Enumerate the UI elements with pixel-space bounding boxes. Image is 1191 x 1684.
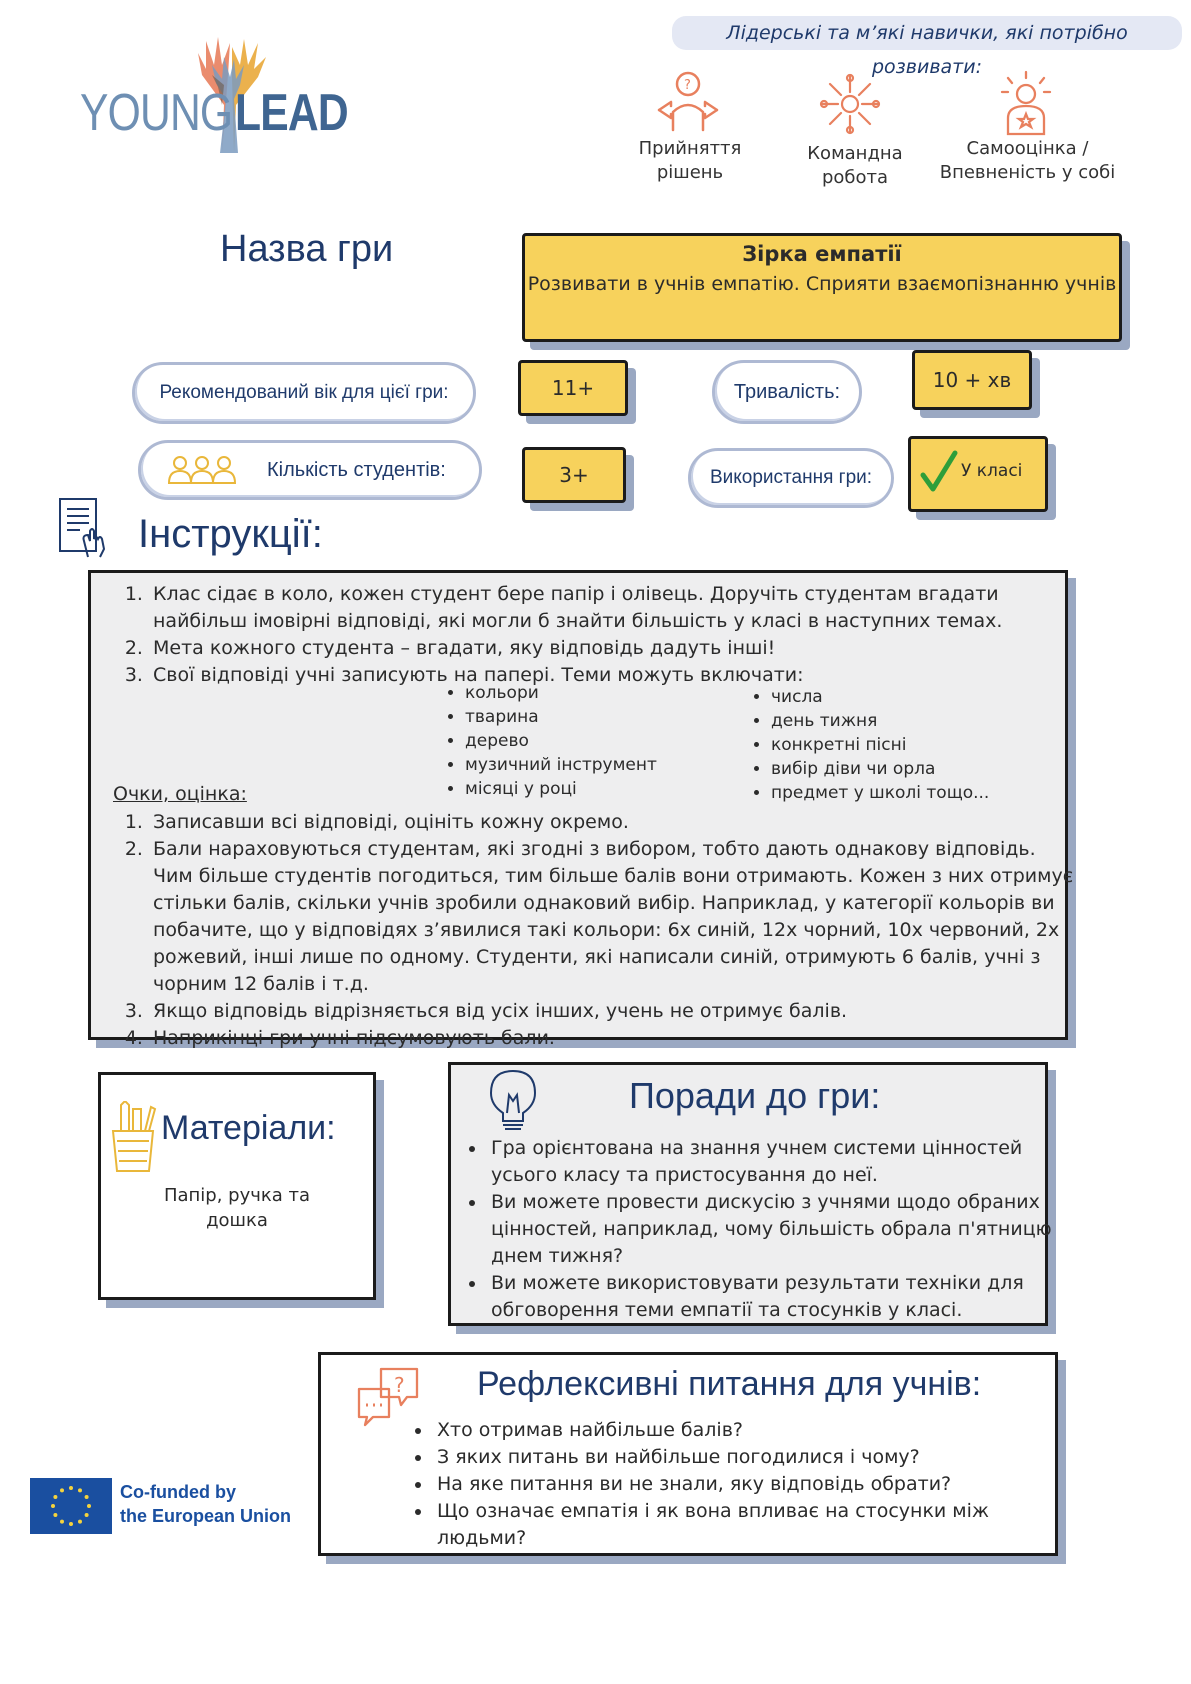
topic-item: • предмет у школі тощо... [771, 781, 989, 805]
game-title: Зірка емпатії [742, 242, 902, 266]
self-esteem-icon [998, 70, 1054, 136]
duration-value: 10 + хв [912, 350, 1032, 410]
game-title-box [522, 233, 1122, 342]
usage-label: Використання гри: [688, 448, 894, 508]
document-hand-icon [58, 497, 108, 559]
eu-flag-icon [30, 1478, 112, 1534]
tip-item: • Ви можете провести дискусію з учнями щодо обраних цінностей, наприклад, чому більшість обрала п'ятницю днем тижня? [487, 1189, 1075, 1270]
skill-self-esteem: Самооцінка / Впевненість у собі [939, 138, 1116, 183]
topic-item: • числа [771, 685, 989, 709]
topic-item: • конкретні пісні [771, 733, 989, 757]
topic-item: • тварина [465, 705, 657, 729]
logo-lead: LEAD [235, 84, 348, 142]
scoring-title: Очки, оцінка: [113, 783, 247, 805]
young-lead-logo [80, 35, 360, 155]
teamwork-icon [818, 72, 882, 136]
scoring-step: 1. Записавши всі відповіді, оцініть кожну окремо. [149, 809, 1079, 836]
scoring-step: 2. Бали нараховуються студентам, які згодні з вибором, тобто дають однакову відповідь. Чим більше студентів погодиться, тим більше балів вони отримають. Кожен з них отримує стільки балів, скільки учнів зробили однаковий вибір. Наприклад, у категорії кольорів ви побачите, що у відповідях з’явилися такі кольори: 6x синій, 12x чорний, 10x червоний, 2x рожевий, інші лише по одному. Студенти, які написали синій, отримують 6 балів, учні з чорним 12 балів і т.д. [149, 836, 1079, 998]
reflection-item: • Що означає емпатія і як вона впливає на стосунки між людьми? [433, 1498, 1033, 1552]
reflection-item: • Хто отримав найбільше балів? [433, 1417, 1033, 1444]
game-description: Розвивати в учнів емпатію. Сприяти взаємопізнанню учнів [527, 273, 1117, 295]
skill-decision: Прийняття рішень [638, 138, 742, 183]
eu-cofunded: Co-funded by the European Union [120, 1482, 291, 1526]
tip-item: • Гра орієнтована на знання учнем системи цінностей усього класу та пристосування до неї. [487, 1135, 1075, 1189]
students-icon [167, 455, 237, 485]
svg-text:?: ? [684, 78, 691, 93]
instructions-steps [91, 581, 1065, 689]
scoring-steps [91, 809, 1079, 1052]
game-name-label: Назва гри [220, 228, 394, 270]
students-value: 3+ [522, 447, 626, 503]
scoring-step: 4. Наприкінці гри учні підсумовують бали. [149, 1025, 1079, 1052]
reflection-item: • На яке питання ви не знали, яку відповідь обрати? [433, 1471, 1033, 1498]
topic-item: • музичний інструмент [465, 753, 657, 777]
materials-text: Папір, ручка та дошка [163, 1185, 311, 1231]
pencil-cup-icon [109, 1101, 157, 1173]
reflection-list [397, 1417, 1033, 1552]
instructions-title: Інструкції: [138, 512, 323, 556]
instruction-step: 2. Мета кожного студента – вгадати, яку відповідь дадуть інші! [149, 635, 1065, 662]
usage-box [908, 436, 1048, 512]
duration-label: Тривалість: [712, 360, 862, 424]
decision-icon [653, 70, 723, 136]
topic-item: • дерево [465, 729, 657, 753]
materials-title: Матеріали: [161, 1109, 336, 1147]
reflection-box [318, 1352, 1058, 1556]
tips-list [451, 1135, 1075, 1324]
logo-young: YOUNG [80, 84, 233, 142]
topic-item: • кольори [465, 681, 657, 705]
tips-box [448, 1062, 1052, 1326]
tips-title: Поради до гри: [629, 1075, 881, 1116]
age-label: Рекомендований вік для цієї гри: [132, 362, 476, 424]
reflection-item: • З яких питань ви найбільше погодилися і чому? [433, 1444, 1033, 1471]
tip-item: • Ви можете використовувати результати техніки для обговорення теми емпатії та стосунків у класі. [487, 1270, 1075, 1324]
students-pill [138, 440, 482, 500]
students-label: Кількість студентів: [267, 459, 446, 481]
instruction-step: 1. Клас сідає в коло, кожен студент бере папір і олівець. Доручіть студентам вгадати найбільш імовірні відповіді, які могли б знайти більшість у класі в наступних темах. [149, 581, 1065, 635]
skills-banner: Лідерські та м’які навички, які потрібно розвивати: [672, 16, 1182, 50]
svg-text:?: ? [394, 1373, 405, 1397]
reflection-title: Рефлексивні питання для учнів: [477, 1365, 982, 1403]
topic-item: • місяці у році [465, 777, 657, 801]
age-value: 11+ [518, 360, 628, 416]
usage-value: У класі [961, 461, 1023, 481]
lightbulb-icon [487, 1069, 539, 1133]
instructions-box [88, 570, 1074, 1049]
topics-left [443, 681, 657, 801]
materials-box [98, 1072, 376, 1300]
topics-right [749, 685, 989, 805]
topic-item: • вибір діви чи орла [771, 757, 989, 781]
instruction-step: 3. Свої відповіді учні записують на папері. Теми можуть включати: [149, 662, 1065, 689]
scoring-step: 3. Якщо відповідь відрізняється від усіх інших, учень не отримує балів. [149, 998, 1079, 1025]
skill-teamwork: Командна робота [807, 143, 903, 188]
topic-item: • день тижня [771, 709, 989, 733]
check-icon [919, 449, 959, 495]
